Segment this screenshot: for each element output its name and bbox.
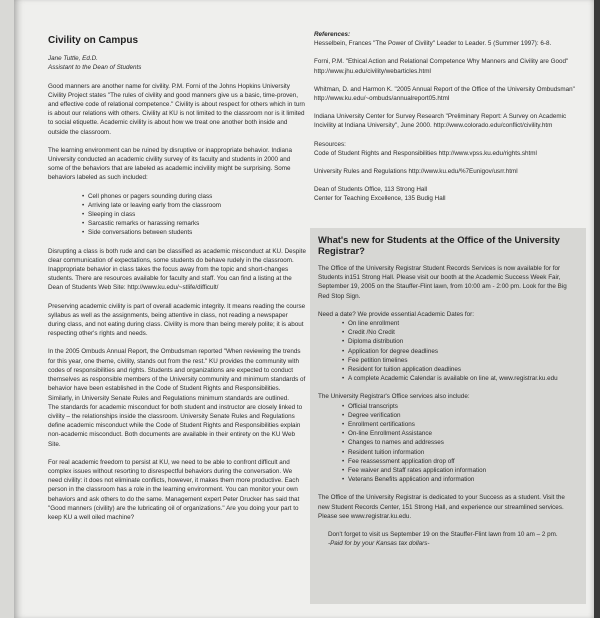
- list-item: • Resident tuition information: [348, 448, 578, 457]
- list-item: • Enrollment certifications: [348, 420, 578, 429]
- list-item: • Official transcripts: [348, 402, 578, 411]
- author-role: Assistant to the Dean of Students: [48, 64, 142, 72]
- list-item: • Arriving late or leaving early from the classroom: [88, 201, 306, 210]
- dates-list: [318, 319, 578, 383]
- list-item: • Diploma distribution: [348, 337, 578, 346]
- list-item: • Fee waiver and Staff rates application information: [348, 466, 578, 475]
- behavior-list: [48, 192, 306, 238]
- list-item: • Cell phones or pagers sounding during class: [88, 192, 306, 201]
- resources-heading: Resources:: [314, 140, 346, 148]
- list-item: • Degree verification: [348, 411, 578, 420]
- list-item: • Resident for tuition application deadlines: [348, 365, 578, 374]
- paragraph-5: In the 2005 Ombuds Annual Report, the Ombudsman reported "When reviewing the trends for this year, one theme, civility, stands out from the rest." KU provides the community with codes of responsibilities and rights. Students and organizations are expected to conduct themselves as responsible members of the University community and minimum standards of behavior have been established in the Code of Student Rights and Responsibilities. Similarly, in University Senate Rules and Regulations minimum standards are outlined.: [48, 348, 306, 402]
- resource-item: Center for Teaching Excellence, 135 Budig Hall: [314, 195, 446, 203]
- sidebar-intro: The Office of the University Registrar Student Records Services is now available for for Students in151 Strong Hall. Please visit our booth at the Academic Success Week Fair, September 19, 2005 on the Stauffer-Flint lawn, from 10:00 am - 2:00 pm. Look for the Big Red Stop Sign.: [318, 265, 567, 300]
- paid-notice: -Paid for by your Kansas tax dollars-: [328, 540, 430, 548]
- reference-item: Indiana University Center for Survey Research "Preliminary Report: A Survey on Academic Incivility at Indiana University", June 2000. http://www.colorado.edu/conflict/civility.htm: [314, 113, 567, 130]
- list-item: • Sarcastic remarks or harassing remarks: [88, 219, 306, 228]
- civility-article: [48, 36, 306, 531]
- sidebar-reminder: Don't forget to visit us September 19 on the Stauffer-Flint lawn from 10 am – 2 pm.: [328, 531, 558, 539]
- article-title: Civility on Campus: [48, 35, 139, 46]
- paragraph-2: The learning environment can be ruined by disruptive or inappropriate behavior. Indiana University conducted an academic civility survey of its faculty and students in 2000 and some of the behaviors that are labeled as academic incivility might be surprising. Some behaviors labeled as such included:: [48, 146, 292, 182]
- resource-item: Code of Student Rights and Responsibilities http://www.vpss.ku.edu/rights.shtml: [314, 149, 537, 157]
- reference-item: Forni, P.M. "Ethical Action and Relational Competence Why Manners and Civility are Good" http://www.jhu.edu/civility/webarticles.html: [314, 58, 569, 75]
- paragraph-3: Disrupting a class is both rude and can be classified as academic misconduct at KU. Despite clear communication of expectations, some students do behave rudely in the classroom. Inappropriate behavior in class takes the focus away from the topic and short-changes students. There are resources available for faculty and staff. You can find a listing at the Dean of Students Web Site: http://www.ku.edu/~stlife/difficult/: [48, 247, 306, 292]
- list-item: • Application for degree deadlines: [348, 347, 578, 356]
- list-item: • A complete Academic Calendar is available on line at, www.registrar.ku.edu: [348, 374, 578, 383]
- resource-item: Dean of Students Office, 113 Strong Hall: [314, 186, 428, 194]
- reference-item: Hesselbein, Frances "The Power of Civility" Leader to Leader. 5 (Summer 1997): 6-8.: [314, 40, 552, 48]
- list-item: • Changes to names and addresses: [348, 438, 578, 447]
- services-lead: The University Registrar's Office services also include:: [318, 393, 470, 401]
- author-name: Jane Tuttle, Ed.D.: [48, 55, 98, 63]
- list-item: • Side conversations between students: [88, 228, 306, 237]
- list-item: • On line enrollment: [348, 319, 578, 328]
- list-item: • Sleeping in class: [88, 210, 306, 219]
- sidebar-title: What's new for Students at the Office of the University Registrar?: [318, 234, 560, 256]
- sidebar-closing: The Office of the University Registrar is dedicated to your Success as a student. Visit the new Student Records Center, 151 Strong Hall, and experience our streamlined services. Please see www.registrar.ku.edu.: [318, 494, 565, 520]
- resource-item: University Rules and Regulations http://www.ku.edu/%7Eunigov/usrr.html: [314, 168, 518, 176]
- list-item: • Fee petition timelines: [348, 356, 578, 365]
- list-item: • Fee reassessment application drop off: [348, 457, 578, 466]
- references-heading: References:: [314, 31, 351, 38]
- registrar-sidebar: [310, 228, 586, 604]
- references-column: [314, 30, 586, 213]
- paragraph-4: Preserving academic civility is part of overall academic integrity. It means reading the course syllabus as well as the assignments, being attentive in class, not reading a newspaper during class, and not eating during class. Civility is more than being merely polite; it is about respecting other's rights and needs.: [48, 302, 306, 338]
- reference-item: Whitman, D. and Harmon K. "2005 Annual Report of the Office of the University Ombudsman" http://www.ku.edu/~ombuds/annualreport05.html: [314, 85, 575, 103]
- dates-lead: Need a date? We provide essential Academic Dates for:: [318, 310, 474, 318]
- paragraph-6: The standards for academic misconduct for both student and instructor are closely linked to civility – the relationships inside the classroom. University Senate Rules and Regulations define academic misconduct while the Code of Student Rights and Responsibilities explain non-academic misconduct. Both documents are available in their entirety on the KU Web Site.: [48, 403, 303, 448]
- list-item: • Veterans Benefits application and information: [348, 475, 578, 484]
- list-item: • On-line Enrollment Assistance: [348, 429, 578, 438]
- list-item: • Credit /No Credit: [348, 328, 578, 337]
- services-list: [318, 402, 578, 485]
- paragraph-7: For real academic freedom to persist at KU, we need to be able to confront difficult and complex issues without resorting to disrespectful behaviors during the conversation. We need civility: it does not eliminate conflicts, however, it makes them more productive. Each person in the classroom has a role in the learning environment. You can monitor your own behaviors and ask others to do the same. Management expert Peter Drucker has said that "Good manners (civility) are the lubricating oil of organizations." Are you doing your part to keep KU a well oiled machine?: [48, 458, 300, 521]
- page-edge: [0, 0, 14, 618]
- paragraph-1: Good manners are another name for civility. P.M. Forni of the Johns Hopkins University Civility Project states "The rules of civility and good manners give us a basic, time-proven, and effective code of relational competence." Civility is about respect for others which in turn is about our relations with others. Civility at KU is not limited to the classroom nor is it limited to social etiquette. Academic civility is about how we treat one another both inside and outside the classroom.: [48, 82, 305, 136]
